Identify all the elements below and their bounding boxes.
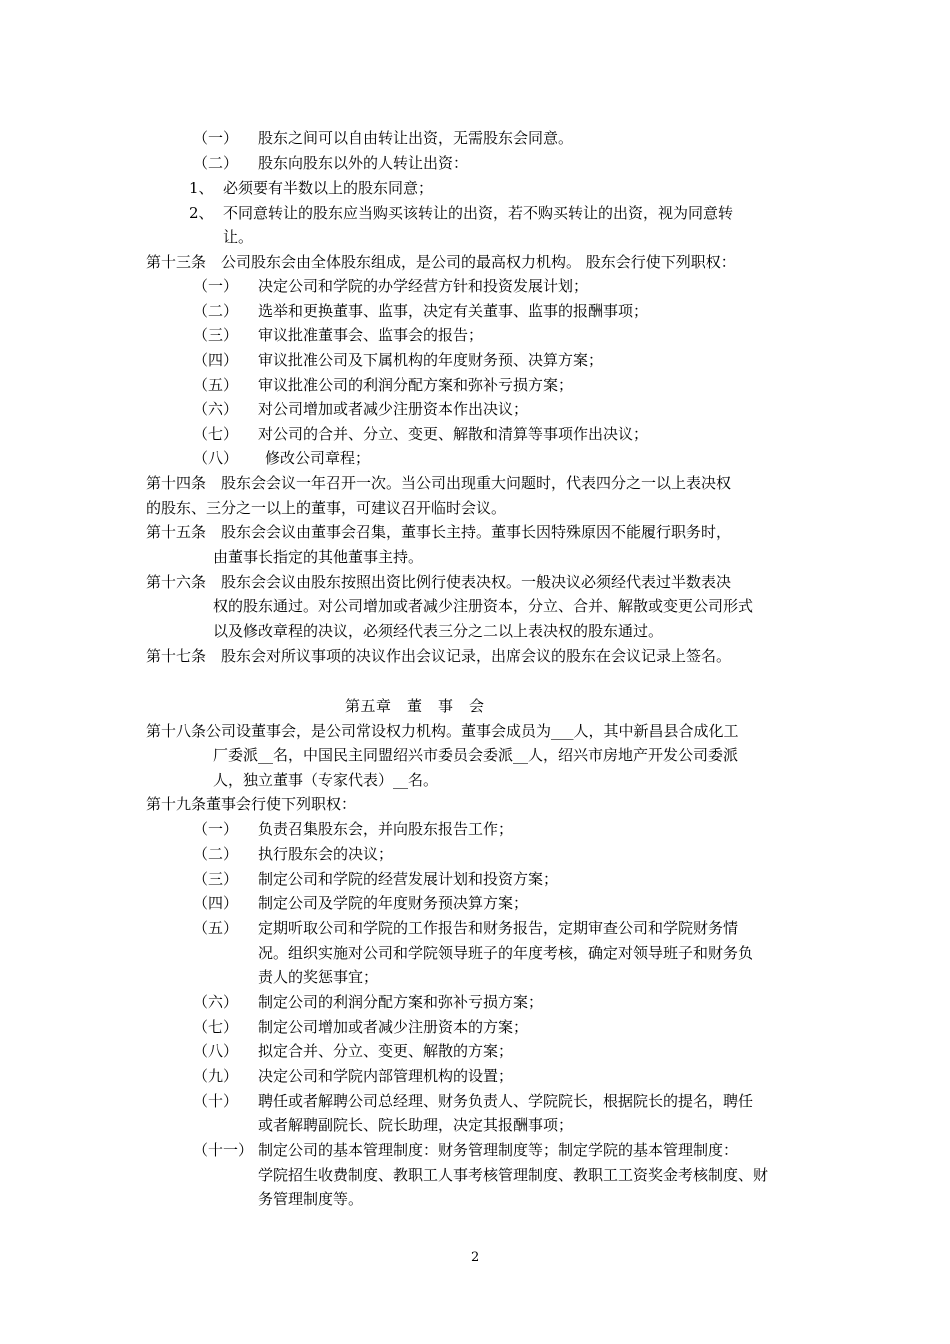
item-text: 或者解聘副院长、院长助理，决定其报酬事项； xyxy=(258,1116,574,1134)
sub-item-text: 必须要有半数以上的股东同意； xyxy=(223,179,434,197)
sub-item-text: 让。 xyxy=(223,228,254,246)
item-text: 股东向股东以外的人转让出资： xyxy=(258,154,469,172)
item-text: 责人的奖惩事宜； xyxy=(258,968,379,986)
item-text: 制定公司增加或者减少注册资本的方案； xyxy=(258,1018,529,1036)
article-14-cont: 的股东、三分之一以上的董事，可建议召开临时会议。 xyxy=(146,499,507,517)
article-13: 第十三条 公司股东会由全体股东组成，是公司的最高权力机构。 股东会行使下列职权： xyxy=(146,253,736,271)
item-text: 决定公司和学院内部管理机构的设置； xyxy=(258,1067,514,1085)
item-text: 制定公司的利润分配方案和弥补亏损方案； xyxy=(258,993,544,1011)
item-text: 聘任或者解聘公司总经理、财务负责人、学院院长，根据院长的提名，聘任 xyxy=(258,1092,754,1110)
article-15-cont: 由董事长指定的其他董事主持。 xyxy=(213,548,424,566)
item-label: （四） xyxy=(193,894,239,912)
article-15: 第十五条 股东会会议由董事会召集，董事长主持。董事长因特殊原因不能履行职务时， xyxy=(146,523,732,541)
article-16-cont: 权的股东通过。对公司增加或者减少注册资本，分立、合并、解散或变更公司形式 xyxy=(213,597,754,615)
item-text: 审议批准公司及下属机构的年度财务预、决算方案； xyxy=(258,351,604,369)
article-19: 第十九条董事会行使下列职权： xyxy=(146,795,357,813)
item-label: （六） xyxy=(193,400,239,418)
item-label: （五） xyxy=(193,376,239,394)
item-text: 务管理制度等。 xyxy=(258,1190,364,1208)
item-text: 对公司增加或者减少注册资本作出决议； xyxy=(258,400,529,418)
item-text: 定期听取公司和学院的工作报告和财务报告，定期审查公司和学院财务情 xyxy=(258,919,739,937)
item-label: （七） xyxy=(193,1018,239,1036)
item-text: 审议批准董事会、监事会的报告； xyxy=(258,326,484,344)
sub-item-label: 1、 xyxy=(189,179,214,197)
item-text: 股东之间可以自由转让出资，无需股东会同意。 xyxy=(258,129,574,147)
article-16: 第十六条 股东会会议由股东按照出资比例行使表决权。一般决议必须经代表过半数表决 xyxy=(146,573,732,591)
item-label: （十一） xyxy=(193,1141,254,1159)
item-label: （二） xyxy=(193,302,239,320)
article-14: 第十四条 股东会会议一年召开一次。当公司出现重大问题时，代表四分之一以上表决权 xyxy=(146,474,732,492)
article-18-cont: 人，独立董事（专家代表）__名。 xyxy=(213,771,439,789)
item-text: 审议批准公司的利润分配方案和弥补亏损方案； xyxy=(258,376,574,394)
item-label: （六） xyxy=(193,993,239,1011)
item-text: 选举和更换董事、监事，决定有关董事、监事的报酬事项； xyxy=(258,302,649,320)
item-text: 执行股东会的决议； xyxy=(258,845,394,863)
item-label: （八） xyxy=(193,1042,239,1060)
item-label: （十） xyxy=(193,1092,239,1110)
item-label: （四） xyxy=(193,351,239,369)
item-label: （八） xyxy=(193,449,239,467)
item-label: （三） xyxy=(193,326,239,344)
article-18: 第十八条公司设董事会，是公司常设权力机构。董事会成员为___人，其中新昌县合成化工 xyxy=(146,722,739,740)
item-text: 况。组织实施对公司和学院领导班子的年度考核，确定对领导班子和财务负 xyxy=(258,944,754,962)
page-number: 2 xyxy=(471,1250,480,1265)
sub-item-label: 2、 xyxy=(189,204,214,222)
item-text: 制定公司的基本管理制度：财务管理制度等；制定学院的基本管理制度： xyxy=(258,1141,739,1159)
item-text: 制定公司和学院的经营发展计划和投资方案； xyxy=(258,870,559,888)
item-text: 决定公司和学院的办学经营方针和投资发展计划； xyxy=(258,277,589,295)
item-text: 制定公司及学院的年度财务预决算方案； xyxy=(258,894,529,912)
item-label: （一） xyxy=(193,129,239,147)
item-label: （九） xyxy=(193,1067,239,1085)
item-label: （五） xyxy=(193,919,239,937)
item-text: 负责召集股东会，并向股东报告工作； xyxy=(258,820,514,838)
item-text: 学院招生收费制度、教职工人事考核管理制度、教职工工资奖金考核制度、财 xyxy=(258,1166,769,1184)
sub-item-text: 不同意转让的股东应当购买该转让的出资，若不购买转让的出资，视为同意转 xyxy=(223,204,734,222)
article-17: 第十七条 股东会对所议事项的决议作出会议记录，出席会议的股东在会议记录上签名。 xyxy=(146,647,732,665)
item-label: （一） xyxy=(193,820,239,838)
item-text: 拟定合并、分立、变更、解散的方案； xyxy=(258,1042,514,1060)
item-text: 修改公司章程； xyxy=(265,449,371,467)
item-text: 对公司的合并、分立、变更、解散和清算等事项作出决议； xyxy=(258,425,649,443)
item-label: （二） xyxy=(193,845,239,863)
article-18-cont: 厂委派__名，中国民主同盟绍兴市委员会委派__人，绍兴市房地产开发公司委派 xyxy=(213,746,739,764)
item-label: （三） xyxy=(193,870,239,888)
article-16-cont: 以及修改章程的决议，必须经代表三分之二以上表决权的股东通过。 xyxy=(213,622,664,640)
chapter-heading: 第五章 董 事 会 xyxy=(345,697,485,715)
item-label: （二） xyxy=(193,154,239,172)
item-label: （一） xyxy=(193,277,239,295)
item-label: （七） xyxy=(193,425,239,443)
